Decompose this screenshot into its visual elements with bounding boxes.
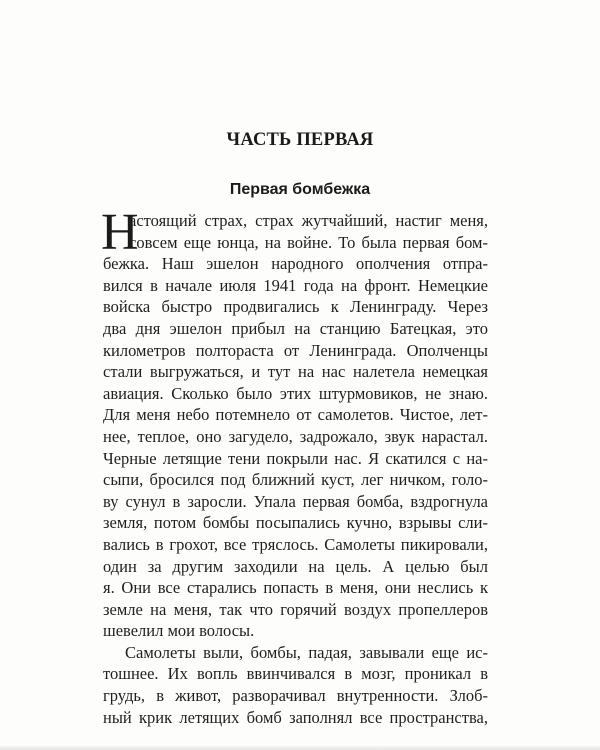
chapter-title: Первая бомбежка [229, 181, 371, 198]
text-line: земле на меня, так что горячий воздух пропеллеров [103, 599, 488, 619]
drop-cap: Н [101, 204, 139, 261]
text-line: один за другим заходили на цель. А целью был [103, 556, 488, 576]
text-line: вались в грохот, все тряслось. Самолеты пикировали, [103, 534, 488, 554]
text-line: ву сунул в заросли. Упала первая бомба, вздрогнула [103, 491, 488, 511]
text-line: вился в начале июля 1941 года на фронт. Немецкие [103, 275, 488, 295]
text-line: шевелил мои волосы. [103, 621, 255, 641]
page-edge [0, 746, 600, 750]
text-line: ный крик летящих бомб заполнял все пространства, [103, 707, 488, 727]
text-line: грудь, в живот, разворачивал внутренности. Злоб- [103, 686, 488, 706]
text-line: бежка. Наш эшелон народного ополчения отпра- [103, 254, 488, 274]
text-line: я. Они все старались попасть в меня, они неслись к [103, 578, 488, 598]
text-line: два дня эшелон прибыл на станцию Батецкая, это [103, 318, 488, 338]
text-line: авиация. Сколько было этих штурмовиков, не знаю. [103, 383, 488, 403]
text-line: сыпи, бросился под ближний куст, лег ничком, голо- [103, 470, 488, 490]
text-line: нее, теплое, оно загудело, задрожало, звук нарастал. [103, 426, 488, 446]
text-line: Для меня небо потемнело от самолетов. Чистое, лет- [103, 405, 488, 425]
part-title: ЧАСТЬ ПЕРВАЯ [226, 130, 374, 150]
text-line: астоящий страх, страх жутчайший, настиг меня, [129, 211, 488, 230]
body-text [101, 204, 488, 728]
text-line: километров полтораста от Ленинграда. Ополченцы [103, 340, 488, 360]
text-line: Черные летящие тени покрыли нас. Я скатился с на- [103, 448, 488, 468]
text-line: земля, потом бомбы посыпались кучно, взрывы сли- [103, 513, 488, 533]
text-line: совсем еще юнца, на войне. То была первая бом- [129, 232, 488, 252]
text-line: Самолеты выли, бомбы, падая, завывали еще ис- [125, 642, 488, 662]
text-line: стали выгружаться, и тут на нас налетела немецкая [103, 362, 488, 382]
text-line: тошнее. Их вопль ввинчивался в мозг, проникал в [103, 664, 488, 684]
text-line: войска быстро продвигались к Ленинграду. Через [103, 297, 488, 317]
